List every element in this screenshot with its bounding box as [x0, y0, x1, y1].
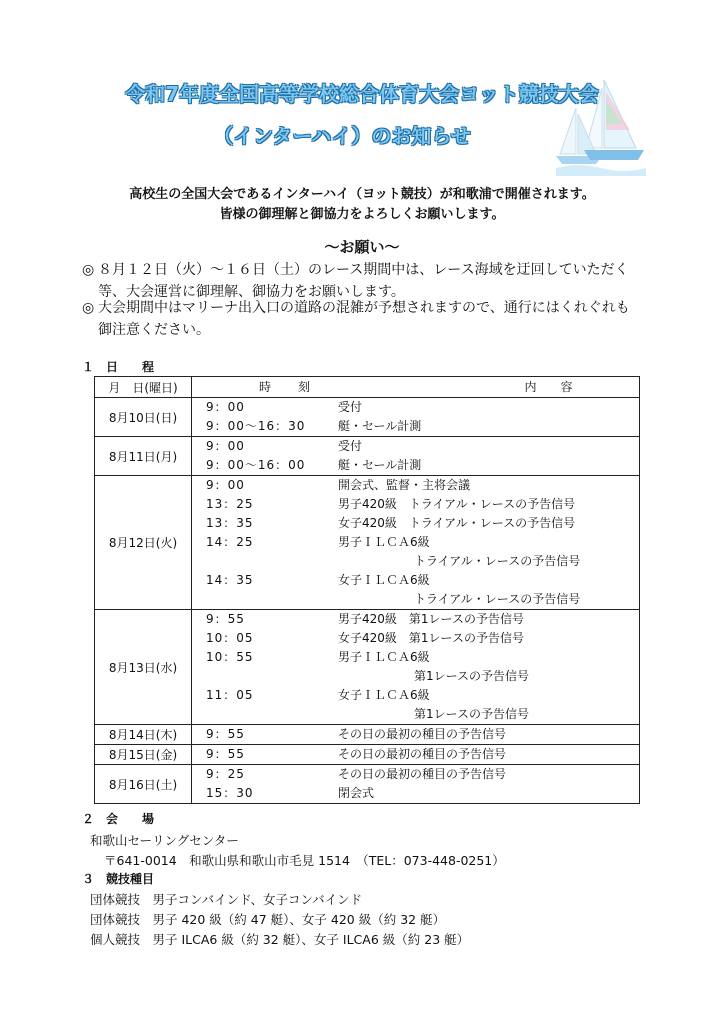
entry-content: 男子ＩＬＣＡ6級 [338, 535, 430, 549]
events-line-3: 個人競技 男子 ILCA6 級（約 32 艇）、女子 ILCA6 級（約 23 艇） [90, 932, 470, 947]
request-item-2 [82, 297, 662, 341]
venue-address: 〒641-0014 和歌山県和歌山市毛見 1514 （TEL：073-448-0251） [104, 853, 505, 868]
entry-content: 女子ＩＬＣＡ6級 [338, 688, 430, 702]
schedule-entry [192, 784, 639, 803]
entry-time: 9：00 [206, 439, 245, 453]
entry-content: 艇・セール計測 [338, 458, 422, 472]
intro-line-1: 高校生の全国大会であるインターハイ（ヨット競技）が和歌浦で開催されます。 [129, 187, 595, 202]
schedule-entries [192, 437, 640, 476]
entry-content: その日の最初の種目の予告信号 [338, 727, 507, 741]
entry-content: 艇・セール計測 [338, 419, 422, 433]
schedule-entries [192, 725, 640, 745]
schedule-entry [192, 495, 639, 514]
schedule-entry [192, 686, 639, 705]
schedule-entry [192, 476, 639, 495]
entry-content: その日の最初の種目の予告信号 [338, 767, 507, 781]
entry-content: 第1レースの予告信号 [414, 707, 530, 721]
schedule-entry [192, 590, 639, 609]
entry-time: 10：55 [206, 650, 254, 664]
entry-time: 14：35 [206, 573, 254, 587]
entry-content: 女子420級 トライアル・レースの予告信号 [338, 516, 576, 530]
entry-time: 13：35 [206, 516, 254, 530]
schedule-entry [192, 571, 639, 590]
schedule-row [95, 476, 640, 610]
entry-content: 女子ＩＬＣＡ6級 [338, 573, 430, 587]
schedule-entry [192, 667, 639, 686]
entry-time [192, 590, 338, 609]
entry-time: 9：55 [206, 747, 245, 761]
entry-time: 9：00 [206, 478, 245, 492]
request-2-line-1: 大会期間中はマリーナ出入口の道路の混雑が予想されますので、通行にはくれぐれも [98, 300, 630, 316]
double-circle-mark: ◎ [82, 262, 95, 278]
entry-content: トライアル・レースの予告信号 [414, 554, 581, 568]
entry-content: その日の最初の種目の予告信号 [338, 747, 507, 761]
request-1-line-2: 等、大会運営に御理解、御協力をお願いします。 [98, 284, 405, 300]
entry-time: 14：25 [206, 535, 254, 549]
entry-time [192, 705, 338, 724]
schedule-entry [192, 398, 639, 417]
schedule-date: 8月16日(土) [95, 765, 192, 804]
schedule-entry [192, 765, 639, 784]
schedule-row [95, 725, 640, 745]
schedule-date: 8月10日(日) [95, 398, 192, 437]
schedule-table [94, 376, 640, 804]
events-line-1: 団体競技 男子コンバインド、女子コンバインド [90, 892, 363, 907]
entry-content: 男子ＩＬＣＡ6級 [338, 650, 430, 664]
entry-content: 第1レースの予告信号 [414, 669, 530, 683]
schedule-entry [192, 417, 639, 436]
entry-content: 受付 [338, 400, 363, 414]
entry-time [192, 552, 338, 571]
sailboats-illustration [556, 78, 646, 176]
entry-time: 13：25 [206, 497, 254, 511]
entry-content: 開会式、監督・主将会議 [338, 478, 471, 492]
entry-time: 9：00～16：00 [206, 458, 306, 472]
schedule-row [95, 398, 640, 437]
schedule-row [95, 437, 640, 476]
schedule-date: 8月13日(水) [95, 610, 192, 725]
schedule-entry [192, 745, 639, 764]
schedule-entries [192, 765, 640, 804]
events-line-2: 団体競技 男子 420 級（約 47 艇）、女子 420 級（約 32 艇） [90, 912, 446, 927]
schedule-row [95, 745, 640, 765]
schedule-entries [192, 745, 640, 765]
title-line-1: 令和7年度全国高等学校総合体育大会ヨット競技大会 [125, 82, 599, 106]
header-time: 時 刻 [258, 380, 311, 394]
schedule-entry [192, 514, 639, 533]
schedule-date: 8月14日(木) [95, 725, 192, 745]
request-2-line-2: 御注意ください。 [98, 322, 210, 338]
schedule-row [95, 610, 640, 725]
venue-name: 和歌山セーリングセンター [90, 833, 239, 848]
entry-content: トライアル・レースの予告信号 [414, 592, 581, 606]
schedule-entry [192, 533, 639, 552]
entry-time: 9：55 [206, 727, 245, 741]
schedule-entry [192, 648, 639, 667]
entry-time: 9：00～16：30 [206, 419, 306, 433]
schedule-row [95, 765, 640, 804]
schedule-entry [192, 456, 639, 475]
entry-time: 9：25 [206, 767, 245, 781]
entry-time: 9：00 [206, 400, 245, 414]
title-line-2: （インターハイ）のお知らせ [213, 124, 471, 148]
entry-time: 11：05 [206, 688, 254, 702]
schedule-entry [192, 725, 639, 744]
intro-line-2: 皆様の御理解と御協力をよろしくお願いします。 [219, 207, 505, 222]
schedule-entry [192, 437, 639, 456]
schedule-entries [192, 476, 640, 610]
header-date: 月 日(曜日) [95, 377, 192, 398]
schedule-entry [192, 629, 639, 648]
events-section-label: ３ 競技種目 [82, 872, 155, 886]
entry-time [192, 667, 338, 686]
double-circle-mark: ◎ [82, 300, 95, 316]
entry-time: 9：55 [206, 612, 245, 626]
entry-content: 受付 [338, 439, 363, 453]
schedule-section-label: １ 日 程 [82, 360, 155, 374]
schedule-date: 8月15日(金) [95, 745, 192, 765]
schedule-header-row [95, 377, 640, 398]
header-time-content [192, 377, 640, 398]
entry-time: 10：05 [206, 631, 254, 645]
requests-heading: ～お願い～ [324, 238, 400, 256]
request-1-line-1: ８月１２日（火）～１６日（土）のレース期間中は、レース海域を迂回していただく [98, 262, 629, 278]
entry-content: 女子420級 第1レースの予告信号 [338, 631, 524, 645]
schedule-entry [192, 705, 639, 724]
schedule-entries [192, 398, 640, 437]
schedule-date: 8月12日(火) [95, 476, 192, 610]
entry-content: 男子420級 第1レースの予告信号 [338, 612, 524, 626]
schedule-entry [192, 610, 639, 629]
schedule-entry [192, 552, 639, 571]
entry-content: 閉会式 [338, 786, 375, 800]
entry-content: 男子420級 トライアル・レースの予告信号 [338, 497, 576, 511]
header-content: 内 容 [524, 380, 573, 394]
schedule-body [95, 398, 640, 804]
entry-time: 15：30 [206, 786, 254, 800]
venue-section-label: ２ 会 場 [82, 812, 155, 826]
schedule-entries [192, 610, 640, 725]
schedule-date: 8月11日(月) [95, 437, 192, 476]
